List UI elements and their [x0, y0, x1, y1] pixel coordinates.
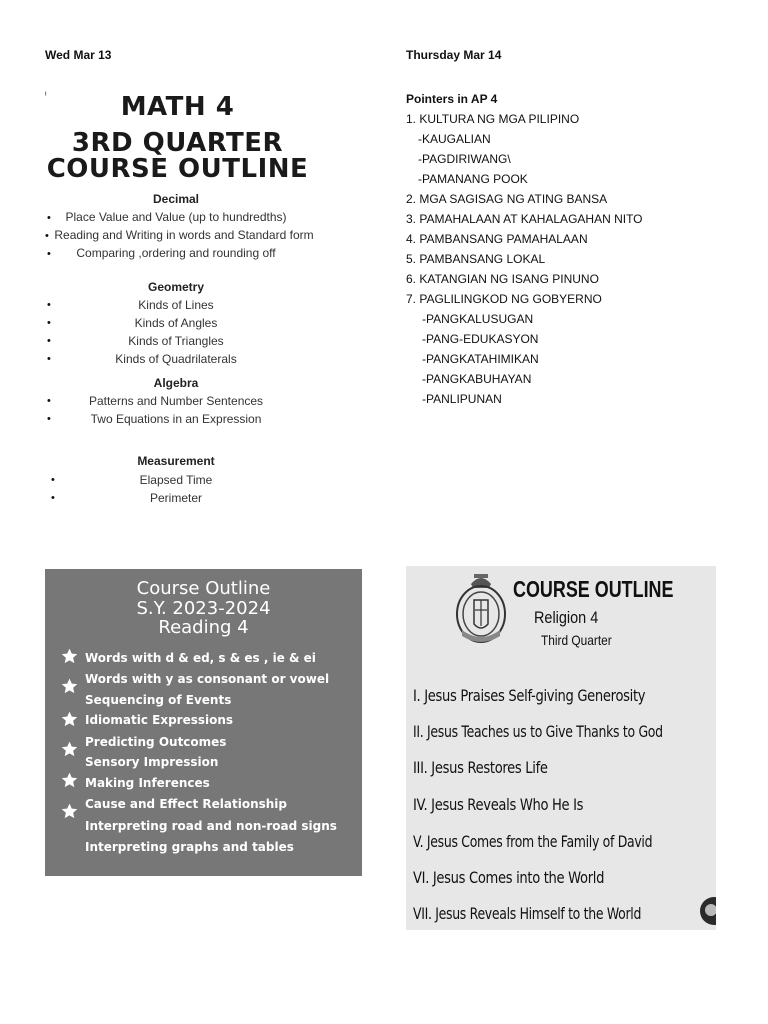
math-subtitle-outline: COURSE OUTLINE [46, 154, 309, 184]
star-icon [60, 677, 79, 696]
ap-subitem: -PANGKALUSUGAN [422, 312, 534, 326]
math-item: Kinds of Quadrilaterals [115, 352, 237, 366]
religion-quarter: Third Quarter [541, 632, 612, 648]
star-icon [60, 771, 79, 790]
ap-heading: Pointers in AP 4 [406, 92, 498, 106]
bullet-icon: • [45, 230, 49, 242]
ap-item: 5. PAMBANSANG LOKAL [406, 252, 546, 266]
reading-item: Sequencing of Events [85, 693, 232, 707]
ap-subitem: -PANG-EDUKASYON [422, 332, 539, 346]
math-item: Place Value and Value (up to hundredths) [65, 210, 287, 224]
reading-subject: Reading 4 [158, 617, 249, 638]
math-section-geometry: Geometry [147, 280, 205, 294]
religion-course-outline [406, 566, 716, 930]
reading-course-outline [45, 569, 362, 876]
ap-item: 2. MGA SAGISAG NG ATING BANSA [406, 192, 608, 206]
reading-item: Predicting Outcomes [85, 735, 227, 749]
math-item: Perimeter [149, 491, 202, 505]
school-seal-icon [454, 570, 508, 646]
ap-subitem: -PAGDIRIWANG\ [418, 152, 511, 166]
ap-subitem: -PAMANANG POOK [418, 172, 528, 186]
bullet-icon: • [47, 413, 51, 425]
math-course-outline [45, 88, 375, 513]
ap-item: 7. PAGLILINGKOD NG GOBYERNO [406, 292, 602, 306]
math-item: Patterns and Number Sentences [88, 394, 264, 408]
reading-school-year: S.Y. 2023-2024 [136, 598, 271, 619]
reading-item: Interpreting road and non-road signs [85, 819, 337, 833]
reading-item: Making Inferences [85, 776, 210, 790]
bullet-icon: • [47, 335, 51, 347]
date-thursday: Thursday Mar 14 [406, 48, 502, 62]
ap-item: 1. KULTURA NG MGA PILIPINO [406, 112, 580, 126]
bullet-icon: • [47, 353, 51, 365]
math-item: Reading and Writing in words and Standard form [54, 228, 314, 242]
reading-item: Interpreting graphs and tables [85, 840, 294, 854]
bullet-icon: • [51, 492, 55, 504]
star-icon [60, 710, 79, 729]
bullet-icon: • [47, 395, 51, 407]
star-icon [60, 802, 79, 821]
math-item: Kinds of Angles [134, 316, 218, 330]
ap-subitem: -PANGKATAHIMIKAN [422, 352, 539, 366]
religion-title: COURSE OUTLINE [513, 576, 674, 602]
religion-item: IV. Jesus Reveals Who He Is [413, 795, 584, 814]
ap-subitem: -KAUGALIAN [418, 132, 491, 146]
stray-mark: ᶦ [45, 90, 47, 101]
religion-item: II. Jesus Teaches us to Give Thanks to God [413, 722, 663, 741]
reading-title: Course Outline [136, 578, 271, 599]
reading-item: Sensory Impression [85, 755, 219, 769]
reading-item: Idiomatic Expressions [85, 713, 234, 727]
math-section-measurement: Measurement [137, 454, 215, 468]
ap-subitem: -PANLIPUNAN [422, 392, 502, 406]
date-wednesday: Wed Mar 13 [45, 48, 112, 62]
page-curl-icon [696, 894, 716, 928]
math-item: Kinds of Triangles [128, 334, 224, 348]
bullet-icon: • [47, 317, 51, 329]
religion-item: I. Jesus Praises Self-giving Generosity [413, 686, 646, 705]
math-section-decimal: Decimal [152, 192, 200, 206]
math-item: Two Equations in an Expression [90, 412, 262, 426]
religion-item: III. Jesus Restores Life [413, 758, 548, 777]
reading-item: Cause and Effect Relationship [85, 797, 288, 811]
math-subtitle-quarter: 3RD QUARTER [71, 128, 284, 158]
ap-item: 6. KATANGIAN NG ISANG PINUNO [406, 272, 599, 286]
math-section-algebra: Algebra [153, 376, 199, 390]
star-icon [60, 740, 79, 759]
math-item: Kinds of Lines [138, 298, 214, 312]
bullet-icon: • [47, 299, 51, 311]
religion-subject: Religion 4 [534, 608, 599, 627]
bullet-icon: • [51, 474, 55, 486]
star-icon [60, 647, 79, 666]
reading-item: Words with d & ed, s & es , ie & ei [85, 651, 316, 665]
ap-subitem: -PANGKABUHAYAN [422, 372, 532, 386]
math-item: Comparing ,ordering and rounding off [76, 246, 276, 260]
ap-item: 3. PAMAHALAAN AT KAHALAGAHAN NITO [406, 212, 643, 226]
math-title: MATH 4 [120, 92, 235, 122]
bullet-icon: • [47, 248, 51, 260]
religion-item: VI. Jesus Comes into the World [413, 868, 605, 887]
reading-item: Words with y as consonant or vowel [85, 672, 330, 686]
ap-item: 4. PAMBANSANG PAMAHALAAN [406, 232, 588, 246]
math-item: Elapsed Time [139, 473, 213, 487]
ap-pointers [406, 89, 736, 409]
bullet-icon: • [47, 212, 51, 224]
religion-item: V. Jesus Comes from the Family of David [413, 832, 653, 851]
religion-item: VII. Jesus Reveals Himself to the World [413, 904, 642, 923]
